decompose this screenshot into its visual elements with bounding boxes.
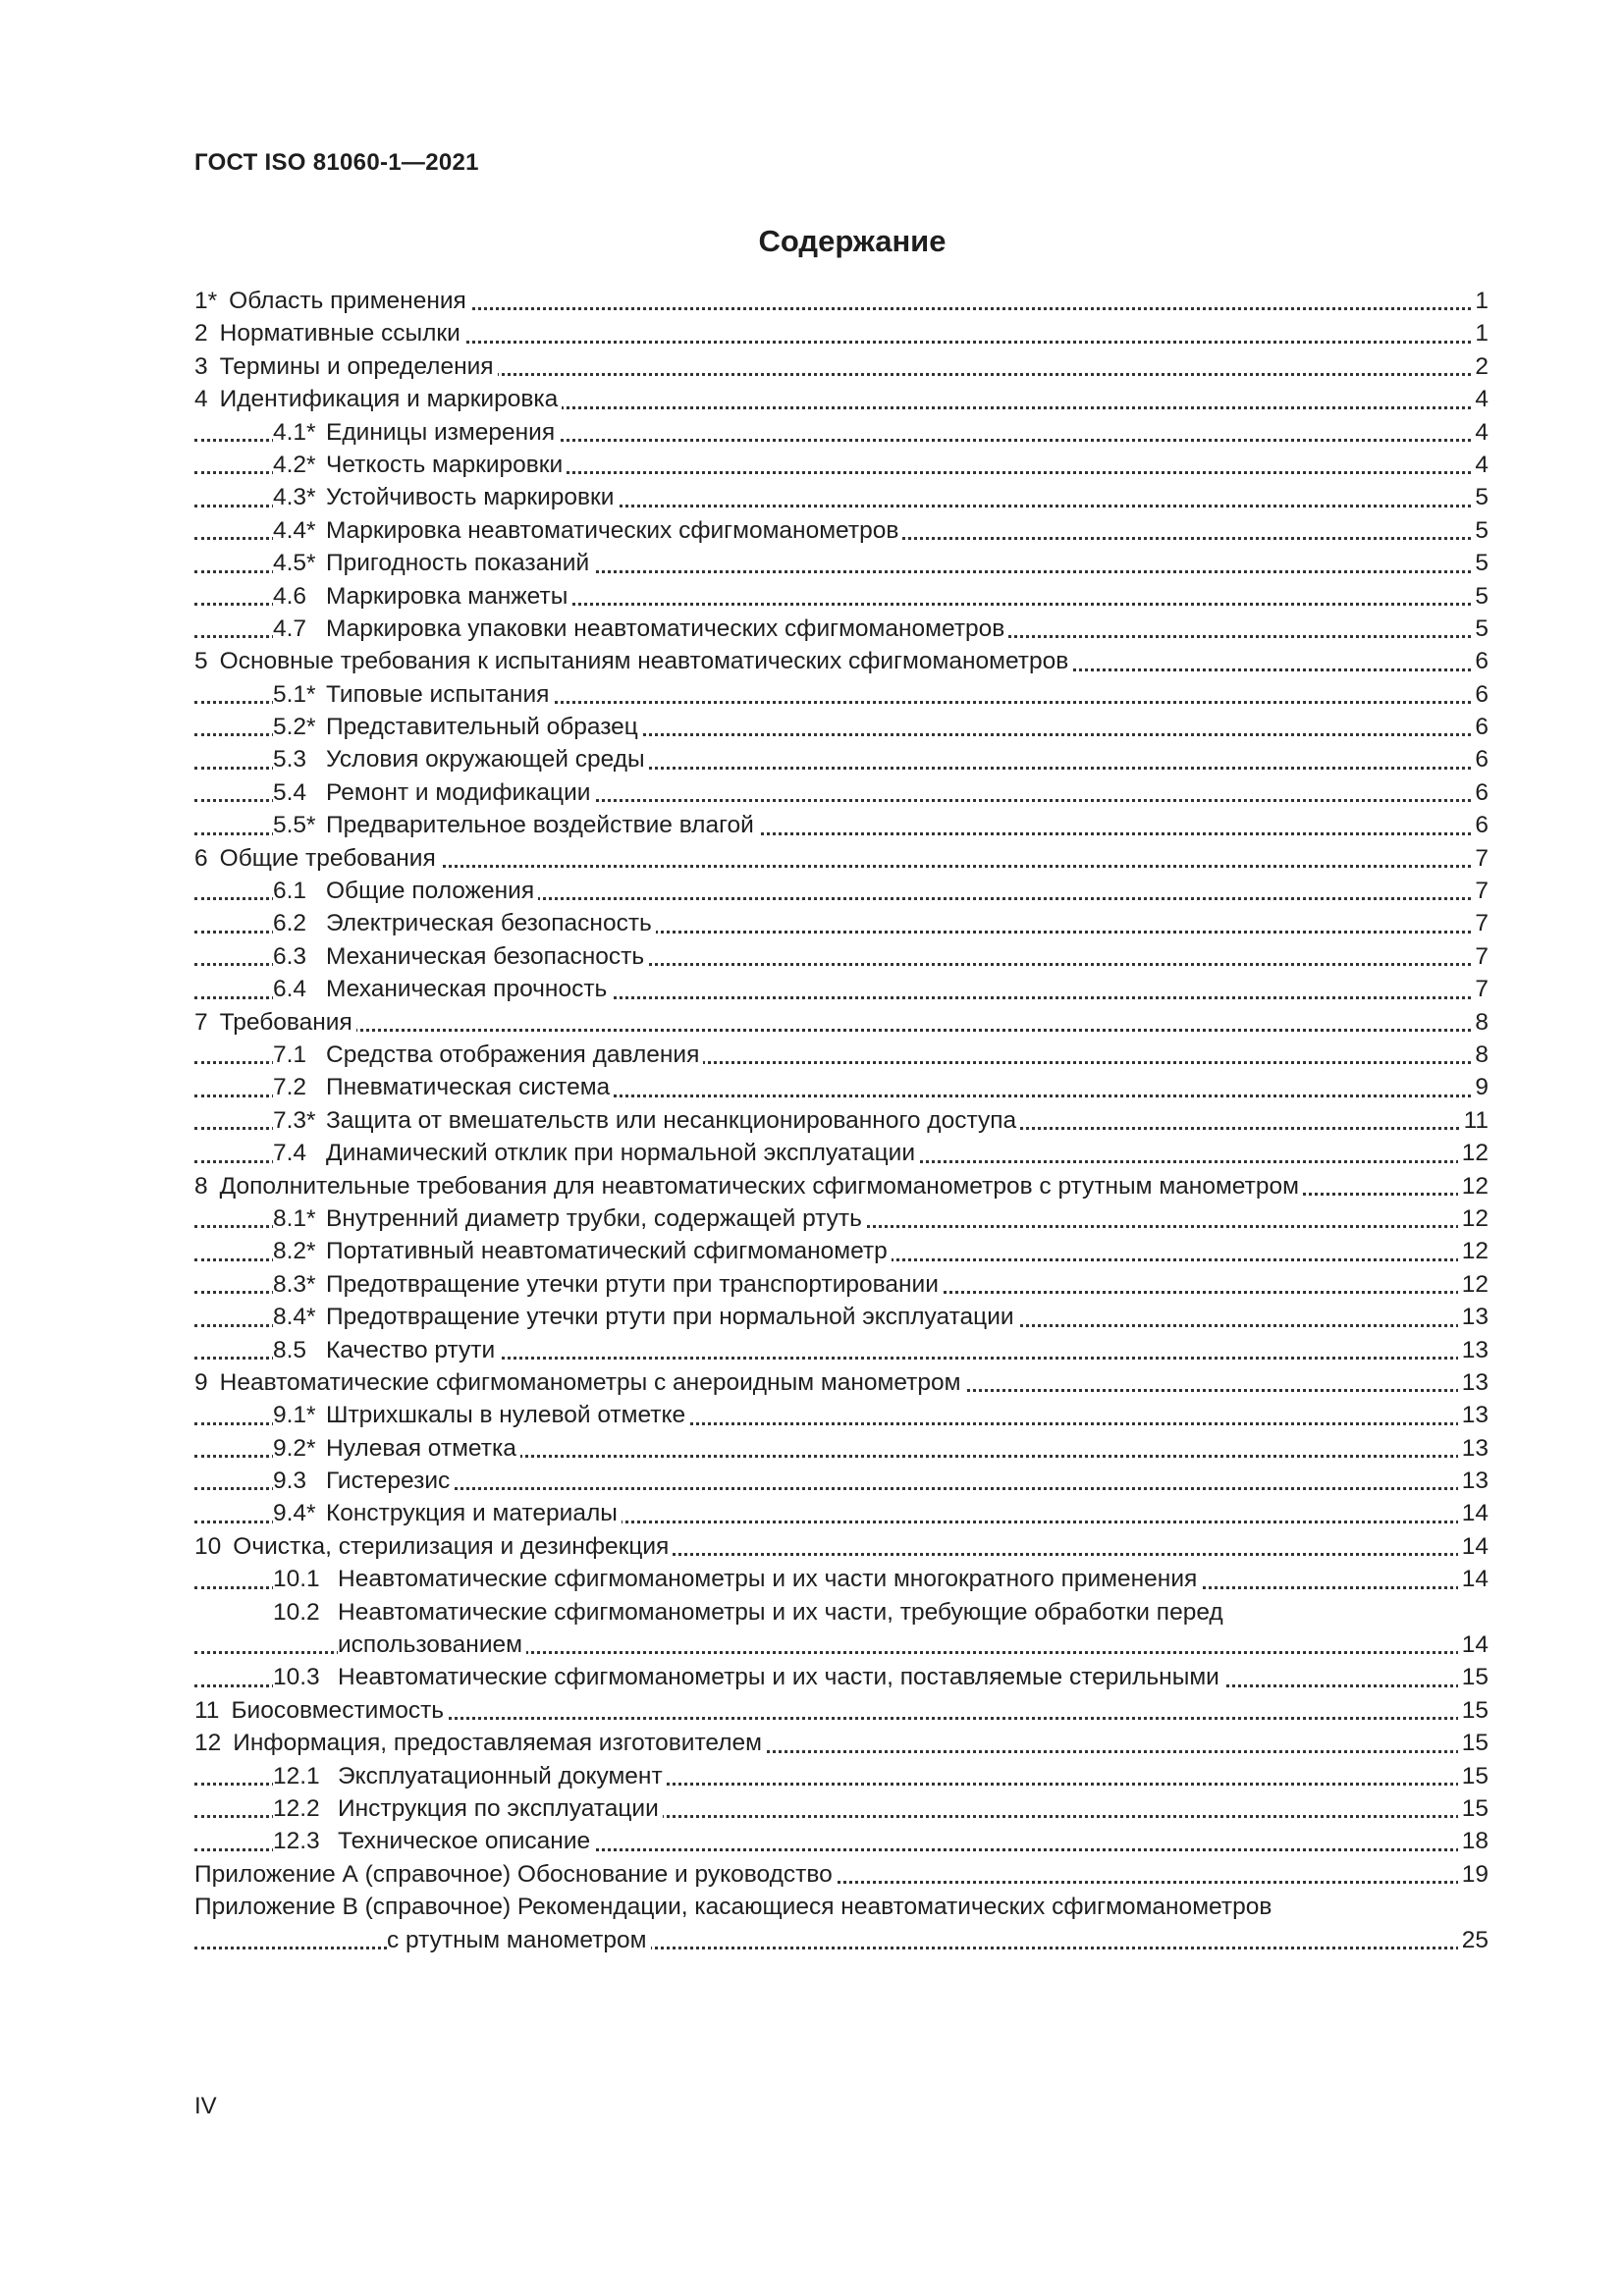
toc-entry-number: 7.4 [273,1140,307,1167]
toc-entry-text [273,1825,594,1857]
toc-entry-number: 4.2* [273,451,316,478]
toc-entry[interactable] [194,1465,1489,1497]
toc-title: Содержание [758,224,947,258]
toc-entry-text [273,1432,520,1465]
toc-entry-text [273,776,594,809]
toc-entry[interactable] [194,1137,1489,1169]
toc-entry-text [273,1497,622,1529]
toc-entry-number: 4.1* [273,418,316,446]
toc-entry[interactable] [194,1792,1489,1825]
toc-entry[interactable] [194,1432,1489,1465]
toc-entry-text [194,842,440,875]
toc-entry-text [273,1137,919,1169]
toc-entry-title: Предотвращение утечки ртути при транспортировании [326,1270,939,1298]
toc-entry-text [273,907,656,939]
toc-entry-number: 4 [194,386,208,413]
toc-entry-page: 6 [1471,711,1489,743]
toc-entry-title: Маркировка упаковки неавтоматических сфигмоманометров [326,614,1005,642]
toc-entry[interactable] [194,1071,1489,1103]
toc-entry-title: Дополнительные требования для неавтоматических сфигмоманометров с ртутным манометром [219,1172,1299,1200]
toc-entry-number: 12 [194,1730,222,1757]
toc-entry-text [194,645,1072,677]
toc-entry-title: Техническое описание [338,1828,591,1855]
toc-entry-page: 2 [1471,350,1489,383]
toc-entry-number: 9.3 [273,1468,307,1495]
toc-entry[interactable] [194,317,1489,349]
toc-entry-page: 5 [1471,613,1489,645]
toc-entry[interactable] [194,1399,1489,1431]
toc-entry[interactable] [194,1596,1489,1629]
toc-entry-text [273,973,611,1005]
toc-entry-number: 5.5* [273,812,316,839]
toc-entry-page: 25 [1458,1924,1489,1956]
toc-entry-title: Неавтоматические сфигмоманометры и их части, требующие обработки перед [338,1598,1223,1626]
toc-entry[interactable] [194,449,1489,481]
toc-entry-title: Требования [219,1008,352,1036]
table-of-contents [194,285,1489,1956]
toc-entry-title: Информация, предоставляемая изготовителем [233,1730,762,1757]
toc-entry-page: 4 [1471,449,1489,481]
toc-entry-text [194,383,562,415]
toc-entry-title: Биосовместимость [231,1696,445,1724]
toc-entry-continuation[interactable] [194,1629,1489,1661]
toc-entry-number: 4.5* [273,550,316,577]
toc-entry-text [273,1202,866,1235]
toc-entry-title: Внутренний диаметр трубки, содержащей ртуть [326,1204,862,1232]
toc-entry-title: Инструкция по эксплуатации [338,1794,659,1822]
toc-entry-page: 15 [1458,1792,1489,1825]
toc-entry-title: Общие требования [219,844,436,872]
toc-entry-number: 9 [194,1368,208,1396]
toc-entry[interactable] [194,842,1489,875]
toc-entry[interactable] [194,940,1489,973]
toc-entry[interactable] [194,1268,1489,1301]
toc-entry-text [273,1563,1201,1595]
toc-entry-number: 7 [194,1008,208,1036]
toc-entry-page: 15 [1458,1661,1489,1693]
toc-entry-page: 14 [1458,1563,1489,1595]
toc-entry-page: 1 [1471,285,1489,317]
toc-entry-text [273,1792,663,1825]
toc-entry-text [273,743,649,775]
toc-entry-page: 6 [1471,678,1489,711]
toc-entry-text [273,613,1008,645]
document-code: ГОСТ ISO 81060-1—2021 [194,149,479,176]
toc-entry-number: 2 [194,320,208,347]
toc-entry-title: Маркировка неавтоматических сфигмоманометров [326,516,899,544]
toc-entry-title: Неавтоматические сфигмоманометры с анероидным манометром [219,1368,961,1396]
toc-entry-title: Термины и определения [219,352,494,380]
toc-entry-number: 9.1* [273,1402,316,1429]
toc-entry-title: Маркировка манжеты [326,582,568,610]
toc-entry-title: Общие положения [326,878,535,905]
toc-entry-title: Очистка, стерилизация и дезинфекция [233,1532,670,1560]
toc-entry[interactable] [194,1661,1489,1693]
toc-entry[interactable] [194,1694,1489,1727]
toc-entry[interactable] [194,350,1489,383]
toc-entry-page: 6 [1471,776,1489,809]
toc-entry[interactable] [194,1006,1489,1039]
page-folio: IV [194,2093,217,2119]
toc-entry-number: 6 [194,844,208,872]
toc-entry-number: 3 [194,352,208,380]
toc-entry-title: Нулевая отметка [326,1434,516,1462]
toc-entry-text [273,1301,1018,1333]
toc-entry-page: 8 [1471,1039,1489,1071]
toc-entry-number: 12.2 [273,1794,320,1822]
toc-entry-text [273,875,538,907]
toc-entry-number: 10.3 [273,1664,320,1691]
toc-entry-number: 5 [194,648,208,675]
toc-entry-title: Средства отображения давления [326,1041,700,1068]
toc-entry-number: 6.1 [273,878,307,905]
toc-entry-page: 13 [1458,1399,1489,1431]
toc-entry-text [273,1465,454,1497]
toc-entry-page: 5 [1471,481,1489,513]
toc-entry-title: Приложение А (справочное) Обоснование и руководство [194,1860,833,1888]
toc-entry-title: Неавтоматические сфигмоманометры и их части многократного применения [338,1566,1198,1593]
toc-entry-title: Ремонт и модификации [326,778,591,806]
toc-entry-text [273,1104,1020,1137]
toc-entry-title: Устойчивость маркировки [326,484,615,511]
toc-entry-title: Механическая прочность [326,976,608,1003]
toc-entry-number: 10.1 [273,1566,320,1593]
toc-entry-number: 5.3 [273,746,307,774]
toc-entry[interactable] [194,1366,1489,1399]
toc-entry-title: Электрическая безопасность [326,910,652,937]
toc-entry-number: 4.6 [273,582,307,610]
toc-entry-title: Единицы измерения [326,418,556,446]
toc-entry-text [194,1858,837,1891]
toc-entry-text [273,678,553,711]
toc-entry-text [273,514,902,547]
toc-entry-number: 6.4 [273,976,307,1003]
toc-entry-text [194,1530,673,1563]
toc-entry-title: Эксплуатационный документ [338,1762,663,1789]
toc-entry-page: 7 [1471,842,1489,875]
toc-entry-text [273,1399,689,1431]
toc-entry-title: Нормативные ссылки [219,320,460,347]
toc-entry-title: Качество ртути [326,1336,496,1363]
toc-entry-number: 10 [194,1532,222,1560]
toc-entry-page: 14 [1458,1530,1489,1563]
toc-entry-page: 19 [1458,1858,1489,1891]
toc-entry-number: 5.1* [273,680,316,708]
toc-entry-title-continued: с ртутным манометром [387,1924,651,1956]
toc-entry-page: 6 [1471,645,1489,677]
toc-entry-page: 14 [1458,1497,1489,1529]
toc-entry-number: 5.4 [273,778,307,806]
toc-entry-title: Штрихшкалы в нулевой отметке [326,1402,686,1429]
toc-entry-text [273,580,571,613]
toc-entry-number: 8 [194,1172,208,1200]
toc-entry[interactable] [194,383,1489,415]
toc-entry[interactable] [194,743,1489,775]
toc-entry-text [273,547,593,579]
toc-entry[interactable] [194,1563,1489,1595]
toc-entry-page: 7 [1471,875,1489,907]
toc-entry-page: 12 [1458,1137,1489,1169]
toc-entry[interactable] [194,1727,1489,1759]
toc-entry-number: 8.3* [273,1270,316,1298]
toc-entry-text [273,940,648,973]
toc-entry-title: Пригодность показаний [326,550,590,577]
toc-entry-title: Основные требования к испытаниям неавтоматических сфигмоманометров [219,648,1069,675]
toc-entry-page: 4 [1471,416,1489,449]
toc-entry-page: 12 [1458,1235,1489,1267]
toc-entry[interactable] [194,1039,1489,1071]
toc-entry[interactable] [194,1858,1489,1891]
toc-entry-page: 12 [1458,1170,1489,1202]
toc-entry-text [273,1071,614,1103]
toc-entry-number: 8.1* [273,1204,316,1232]
toc-entry-page: 7 [1471,973,1489,1005]
toc-entry-title: Типовые испытания [326,680,550,708]
toc-entry-page: 8 [1471,1006,1489,1039]
toc-entry-title: Гистерезис [326,1468,451,1495]
toc-entry-text [194,1891,1275,1923]
toc-entry-number: 4.4* [273,516,316,544]
toc-entry-title: Неавтоматические сфигмоманометры и их части, поставляемые стерильными [338,1664,1219,1691]
toc-entry-page: 9 [1471,1071,1489,1103]
toc-entry-title: Область применения [229,288,466,314]
toc-entry-page: 5 [1471,580,1489,613]
toc-entry-text [194,1727,766,1759]
toc-entry-number: 11 [194,1696,220,1724]
toc-entry-text [273,1039,703,1071]
toc-entry[interactable] [194,907,1489,939]
toc-entry-page: 15 [1458,1727,1489,1759]
toc-entry[interactable] [194,1334,1489,1366]
toc-entry[interactable] [194,645,1489,677]
toc-entry[interactable] [194,809,1489,841]
toc-entry-number: 4.3* [273,484,316,511]
toc-entry-page: 15 [1458,1694,1489,1727]
toc-entry[interactable] [194,1104,1489,1137]
toc-entry[interactable] [194,875,1489,907]
toc-entry-page: 1 [1471,317,1489,349]
toc-entry-text [273,1661,1223,1693]
toc-entry-text [273,481,618,513]
toc-entry[interactable] [194,1202,1489,1235]
toc-entry[interactable] [194,514,1489,547]
toc-entry-text [273,1268,943,1301]
toc-entry[interactable] [194,481,1489,513]
toc-entry-text [194,317,464,349]
toc-entry-number: 1* [194,288,218,314]
toc-entry-text [273,1334,499,1366]
toc-entry[interactable] [194,1825,1489,1857]
toc-entry-page: 14 [1458,1629,1489,1661]
toc-entry-page: 5 [1471,547,1489,579]
toc-entry-page: 13 [1458,1366,1489,1399]
toc-entry[interactable] [194,1235,1489,1267]
toc-entry-title-continued: использованием [338,1629,526,1661]
toc-entry-title: Портативный неавтоматический сфигмоманометр [326,1238,888,1265]
toc-entry-text [194,1006,356,1039]
toc-entry-title: Защита от вмешательств или несанкционированного доступа [326,1106,1017,1134]
toc-entry[interactable] [194,1170,1489,1202]
toc-entry-title: Представительный образец [326,714,638,741]
toc-entry-number: 8.4* [273,1304,316,1331]
toc-entry-page: 13 [1458,1465,1489,1497]
toc-entry-title: Механическая безопасность [326,942,645,970]
toc-entry[interactable] [194,711,1489,743]
toc-entry-page: 18 [1458,1825,1489,1857]
toc-entry-text [273,449,567,481]
toc-entry-text [273,809,758,841]
toc-entry-number: 10.2 [273,1598,320,1626]
toc-entry[interactable] [194,1301,1489,1333]
toc-entry-page: 13 [1458,1432,1489,1465]
toc-entry-title: Предварительное воздействие влагой [326,812,754,839]
dot-leader [194,1029,1489,1032]
toc-entry[interactable] [194,1760,1489,1792]
toc-entry-text [273,1760,667,1792]
toc-entry-text [194,350,498,383]
toc-entry-number: 9.2* [273,1434,316,1462]
toc-entry-page: 13 [1458,1334,1489,1366]
toc-entry[interactable] [194,580,1489,613]
toc-entry-number: 12.3 [273,1828,320,1855]
toc-entry-page: 7 [1471,940,1489,973]
toc-entry-number: 12.1 [273,1762,320,1789]
toc-entry-number: 5.2* [273,714,316,741]
toc-entry-number: 6.3 [273,942,307,970]
toc-entry[interactable] [194,776,1489,809]
toc-entry-page: 15 [1458,1760,1489,1792]
toc-entry-title: Приложение В (справочное) Рекомендации, касающиеся неавтоматических сфигмоманометров [194,1894,1272,1921]
toc-entry-page: 11 [1460,1104,1489,1137]
toc-entry-title: Условия окружающей среды [326,746,645,774]
toc-entry[interactable] [194,1530,1489,1563]
toc-entry-number: 7.1 [273,1041,307,1068]
toc-entry-page: 6 [1471,743,1489,775]
toc-entry-title: Предотвращение утечки ртути при нормальной эксплуатации [326,1304,1014,1331]
toc-entry-text [194,1366,964,1399]
toc-entry-page: 6 [1471,809,1489,841]
toc-entry[interactable] [194,1891,1489,1923]
toc-entry-page: 12 [1458,1202,1489,1235]
toc-entry-title: Динамический отклик при нормальной эксплуатации [326,1140,915,1167]
toc-entry-page: 4 [1471,383,1489,415]
toc-entry[interactable] [194,973,1489,1005]
toc-entry-number: 4.7 [273,614,307,642]
toc-entry-number: 7.3* [273,1106,316,1134]
toc-entry-title: Четкость маркировки [326,451,564,478]
toc-entry-number: 7.2 [273,1074,307,1101]
toc-entry-title: Конструкция и материалы [326,1500,618,1527]
toc-entry[interactable] [194,547,1489,579]
toc-entry-page: 12 [1458,1268,1489,1301]
toc-entry-text [194,1170,1303,1202]
toc-entry[interactable] [194,285,1489,317]
toc-entry[interactable] [194,613,1489,645]
toc-entry-continuation[interactable] [194,1924,1489,1956]
toc-entry-title: Идентификация и маркировка [219,386,559,413]
toc-entry-text [273,1235,892,1267]
toc-entry-number: 6.2 [273,910,307,937]
toc-entry-number: 9.4* [273,1500,316,1527]
toc-entry-page: 7 [1471,907,1489,939]
toc-entry-text [194,285,470,317]
toc-entry-number: 8.5 [273,1336,307,1363]
toc-entry-page: 5 [1471,514,1489,547]
toc-entry[interactable] [194,678,1489,711]
toc-entry[interactable] [194,1497,1489,1529]
toc-entry-title: Пневматическая система [326,1074,611,1101]
toc-entry-text [194,1694,448,1727]
toc-entry-page: 13 [1458,1301,1489,1333]
toc-entry-text [273,711,642,743]
toc-entry-text [273,1596,1227,1629]
toc-entry-text [273,416,559,449]
toc-entry[interactable] [194,416,1489,449]
toc-entry-number: 8.2* [273,1238,316,1265]
